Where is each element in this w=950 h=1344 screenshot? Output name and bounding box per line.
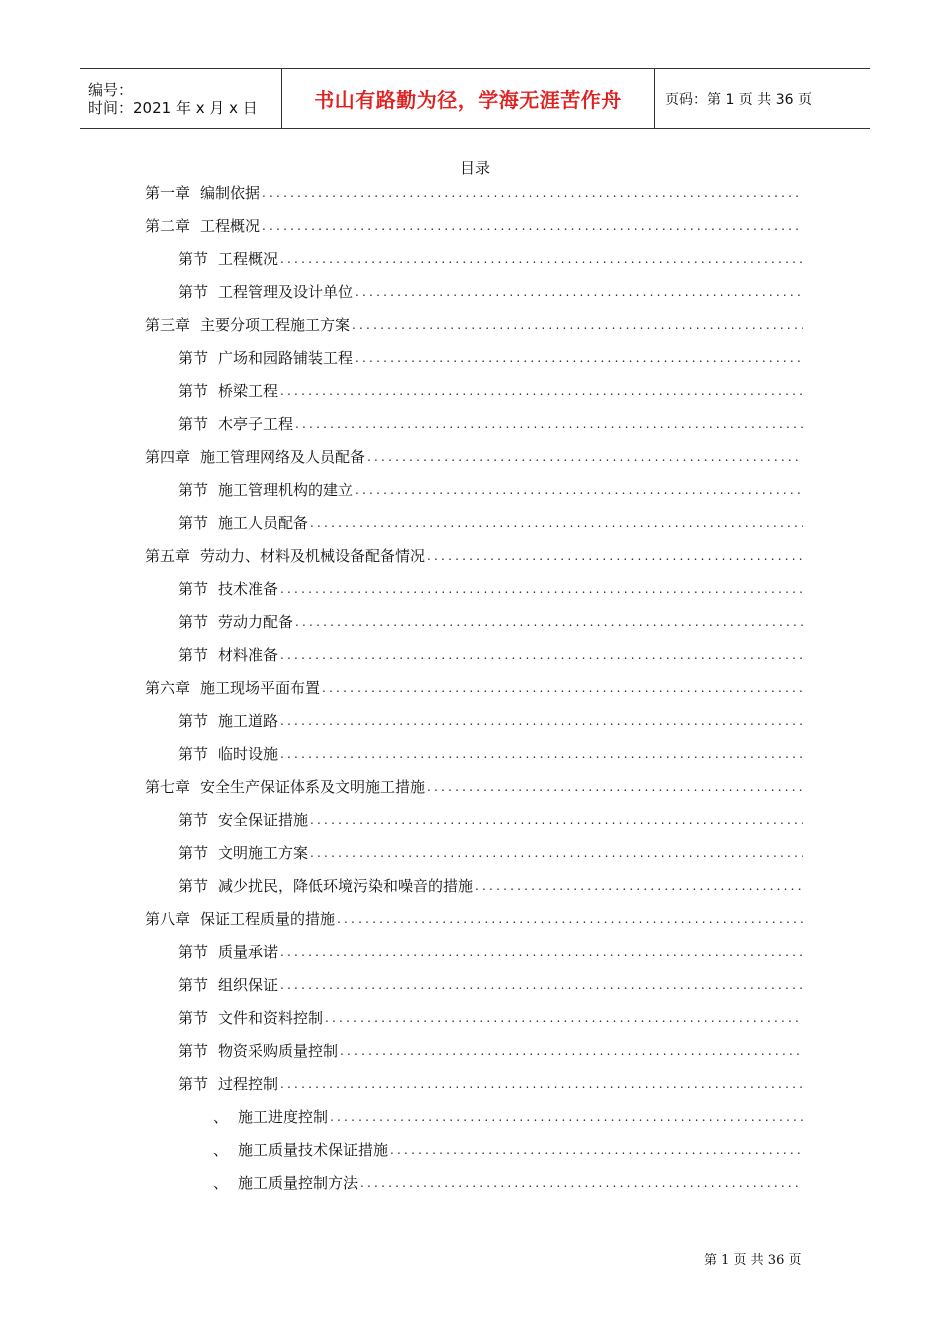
toc-entry-text: 广场和园路铺装工程 <box>218 349 354 367</box>
toc-leader-dots <box>310 516 803 530</box>
toc-leader-dots <box>262 186 803 200</box>
toc-entry-label <box>178 644 278 665</box>
toc-entry-label <box>213 1139 388 1160</box>
toc-entry[interactable] <box>145 1001 803 1034</box>
toc-entry[interactable] <box>145 968 803 1001</box>
header-motto: 书山有路勤为径，学海无涯苦作舟 <box>314 88 622 112</box>
toc-leader-dots <box>280 384 803 398</box>
toc-entry-number: 第六章 <box>145 679 191 697</box>
toc-entry-number: 第节 <box>178 646 209 664</box>
toc-entry-number: 第七章 <box>145 778 191 796</box>
toc-entry[interactable] <box>145 1133 803 1166</box>
toc-entry-label <box>178 974 278 995</box>
toc-entry-label <box>145 314 350 335</box>
toc-leader-dots <box>367 450 803 464</box>
toc-entry[interactable] <box>145 275 803 308</box>
toc-entry[interactable] <box>145 605 803 638</box>
toc-entry-label <box>178 413 293 434</box>
toc-entry[interactable] <box>145 1034 803 1067</box>
toc-entry[interactable] <box>145 803 803 836</box>
toc-entry-number: 第节 <box>178 712 209 730</box>
toc-entry-text: 主要分项工程施工方案 <box>200 316 351 334</box>
toc-leader-dots <box>280 978 803 992</box>
toc-entry-number: 第节 <box>178 1009 209 1027</box>
document-number-label: 编号： <box>88 80 134 99</box>
toc-leader-dots <box>355 285 803 299</box>
toc-entry-number: 第节 <box>178 943 209 961</box>
toc-entry-label <box>178 743 278 764</box>
toc-entry-label <box>178 380 278 401</box>
toc-title: 目录 <box>459 159 490 177</box>
toc-leader-dots <box>330 1110 803 1124</box>
toc-entry-number: 第节 <box>178 811 209 829</box>
toc-entry-number: 第节 <box>178 382 209 400</box>
toc-entry[interactable] <box>145 209 803 242</box>
toc-entry-label <box>178 1073 278 1094</box>
toc-entry[interactable] <box>145 1067 803 1100</box>
header-page-number: 页码：第 1 页 共 36 页 <box>665 91 812 108</box>
toc-entry-number: 第节 <box>178 580 209 598</box>
toc-entry-number: 第节 <box>178 877 209 895</box>
toc-entry-number: 第四章 <box>145 448 191 466</box>
toc-leader-dots <box>427 549 803 563</box>
toc-entry-number: 、 <box>213 1174 229 1192</box>
toc-entry[interactable] <box>145 1100 803 1133</box>
toc-leader-dots <box>355 483 803 497</box>
toc-entry-text: 木亭子工程 <box>218 415 294 433</box>
toc-entry[interactable] <box>145 374 803 407</box>
toc-entry-label <box>145 446 365 467</box>
toc-leader-dots <box>352 318 803 332</box>
toc-entry-label <box>178 941 278 962</box>
document-date-label: 时间：2021 年 x 月 x 日 <box>88 98 258 117</box>
toc-leader-dots <box>310 813 803 827</box>
toc-entry-text: 保证工程质量的措施 <box>200 910 336 928</box>
toc-leader-dots <box>427 780 803 794</box>
toc-entry-text: 技术准备 <box>218 580 279 598</box>
toc-entry-label <box>145 908 335 929</box>
toc-entry[interactable] <box>145 572 803 605</box>
toc-entry-number: 第一章 <box>145 184 191 202</box>
toc-entry-label <box>178 578 278 599</box>
toc-entry-label <box>178 281 353 302</box>
toc-entry-label <box>178 512 308 533</box>
toc-entry-label <box>213 1106 328 1127</box>
header-motto-cell <box>282 69 655 128</box>
toc-entry-text: 工程概况 <box>218 250 279 268</box>
toc-entry-label <box>178 1040 338 1061</box>
toc-entry-number: 第节 <box>178 514 209 532</box>
toc-entry-number: 第节 <box>178 1075 209 1093</box>
toc-entry-text: 施工道路 <box>218 712 279 730</box>
toc-entry[interactable] <box>145 506 803 539</box>
toc-entry-number: 第节 <box>178 283 209 301</box>
toc-entry-number: 第节 <box>178 1042 209 1060</box>
toc-entry-number: 第八章 <box>145 910 191 928</box>
toc-entry-number: 第二章 <box>145 217 191 235</box>
toc-leader-dots <box>280 648 803 662</box>
toc-entry-label <box>178 809 308 830</box>
toc-leader-dots <box>280 252 803 266</box>
toc-entry-number: 第五章 <box>145 547 191 565</box>
page-header <box>80 68 870 129</box>
toc-leader-dots <box>262 219 803 233</box>
toc-entry-text: 过程控制 <box>218 1075 279 1093</box>
toc-leader-dots <box>322 681 803 695</box>
toc-entry[interactable] <box>145 407 803 440</box>
toc-entry[interactable] <box>145 308 803 341</box>
toc-entry-text: 减少扰民，降低环境污染和噪音的措施 <box>218 877 474 895</box>
toc-entry-label <box>145 677 320 698</box>
toc-entry[interactable] <box>145 935 803 968</box>
toc-entry-label <box>178 347 353 368</box>
toc-entry-text: 工程管理及设计单位 <box>218 283 354 301</box>
toc-leader-dots <box>360 1176 803 1190</box>
toc-leader-dots <box>355 351 803 365</box>
table-of-contents <box>145 176 803 1199</box>
toc-entry-text: 施工人员配备 <box>218 514 309 532</box>
toc-entry-text: 文件和资料控制 <box>218 1009 324 1027</box>
toc-entry-text: 桥梁工程 <box>218 382 279 400</box>
toc-entry-text: 施工进度控制 <box>238 1108 329 1126</box>
toc-entry-text: 施工管理机构的建立 <box>218 481 354 499</box>
toc-leader-dots <box>295 615 803 629</box>
toc-entry[interactable] <box>145 176 803 209</box>
toc-leader-dots <box>340 1044 803 1058</box>
toc-entry[interactable] <box>145 902 803 935</box>
toc-leader-dots <box>295 417 803 431</box>
toc-leader-dots <box>280 582 803 596</box>
toc-entry-text: 施工质量技术保证措施 <box>238 1141 389 1159</box>
toc-entry-number: 第节 <box>178 481 209 499</box>
toc-leader-dots <box>280 1077 803 1091</box>
toc-entry-text: 组织保证 <box>218 976 279 994</box>
toc-entry[interactable] <box>145 341 803 374</box>
toc-entry[interactable] <box>145 440 803 473</box>
toc-entry-label <box>145 776 425 797</box>
toc-entry-text: 临时设施 <box>218 745 279 763</box>
toc-entry-label <box>178 875 473 896</box>
toc-entry-label <box>145 545 425 566</box>
toc-entry-label <box>213 1172 358 1193</box>
toc-entry-label <box>178 710 278 731</box>
toc-entry-label <box>145 215 260 236</box>
toc-entry-text: 安全保证措施 <box>218 811 309 829</box>
toc-leader-dots <box>310 846 803 860</box>
toc-entry-label <box>178 1007 323 1028</box>
toc-leader-dots <box>280 747 803 761</box>
toc-leader-dots <box>280 945 803 959</box>
toc-entry-label <box>178 611 293 632</box>
toc-entry-number: 第节 <box>178 745 209 763</box>
toc-entry-number: 第节 <box>178 844 209 862</box>
page-footer: 第 1 页 共 36 页 <box>704 1253 802 1268</box>
toc-entry-text: 劳动力、材料及机械设备配备情况 <box>200 547 426 565</box>
toc-entry-text: 编制依据 <box>200 184 261 202</box>
toc-entry[interactable] <box>145 242 803 275</box>
toc-entry[interactable] <box>145 737 803 770</box>
toc-entry[interactable] <box>145 539 803 572</box>
toc-entry-text: 质量承诺 <box>218 943 279 961</box>
toc-entry[interactable] <box>145 704 803 737</box>
toc-leader-dots <box>475 879 803 893</box>
toc-entry-label <box>178 248 278 269</box>
toc-leader-dots <box>325 1011 803 1025</box>
toc-entry-text: 劳动力配备 <box>218 613 294 631</box>
toc-entry[interactable] <box>145 671 803 704</box>
toc-entry-number: 、 <box>213 1108 229 1126</box>
toc-entry[interactable] <box>145 770 803 803</box>
toc-entry[interactable] <box>145 473 803 506</box>
toc-entry-text: 文明施工方案 <box>218 844 309 862</box>
toc-entry-text: 施工管理网络及人员配备 <box>200 448 366 466</box>
toc-entry[interactable] <box>145 638 803 671</box>
toc-entry-text: 施工现场平面布置 <box>200 679 321 697</box>
header-left-cell <box>80 69 282 128</box>
toc-leader-dots <box>280 714 803 728</box>
toc-entry[interactable] <box>145 869 803 902</box>
toc-entry[interactable] <box>145 836 803 869</box>
toc-entry-number: 第三章 <box>145 316 191 334</box>
toc-entry-text: 安全生产保证体系及文明施工措施 <box>200 778 426 796</box>
toc-leader-dots <box>337 912 803 926</box>
toc-entry-label <box>178 479 353 500</box>
toc-entry-number: 第节 <box>178 250 209 268</box>
toc-entry-number: 第节 <box>178 976 209 994</box>
toc-entry-number: 第节 <box>178 613 209 631</box>
toc-entry-label <box>145 182 260 203</box>
toc-entry-number: 第节 <box>178 415 209 433</box>
header-page-cell <box>655 69 870 128</box>
toc-entry-number: 、 <box>213 1141 229 1159</box>
toc-entry-text: 工程概况 <box>200 217 261 235</box>
toc-leader-dots <box>390 1143 803 1157</box>
toc-entry-text: 物资采购质量控制 <box>218 1042 339 1060</box>
toc-entry-text: 材料准备 <box>218 646 279 664</box>
toc-entry-label <box>178 842 308 863</box>
toc-entry-text: 施工质量控制方法 <box>238 1174 359 1192</box>
toc-entry[interactable] <box>145 1166 803 1199</box>
toc-entry-number: 第节 <box>178 349 209 367</box>
